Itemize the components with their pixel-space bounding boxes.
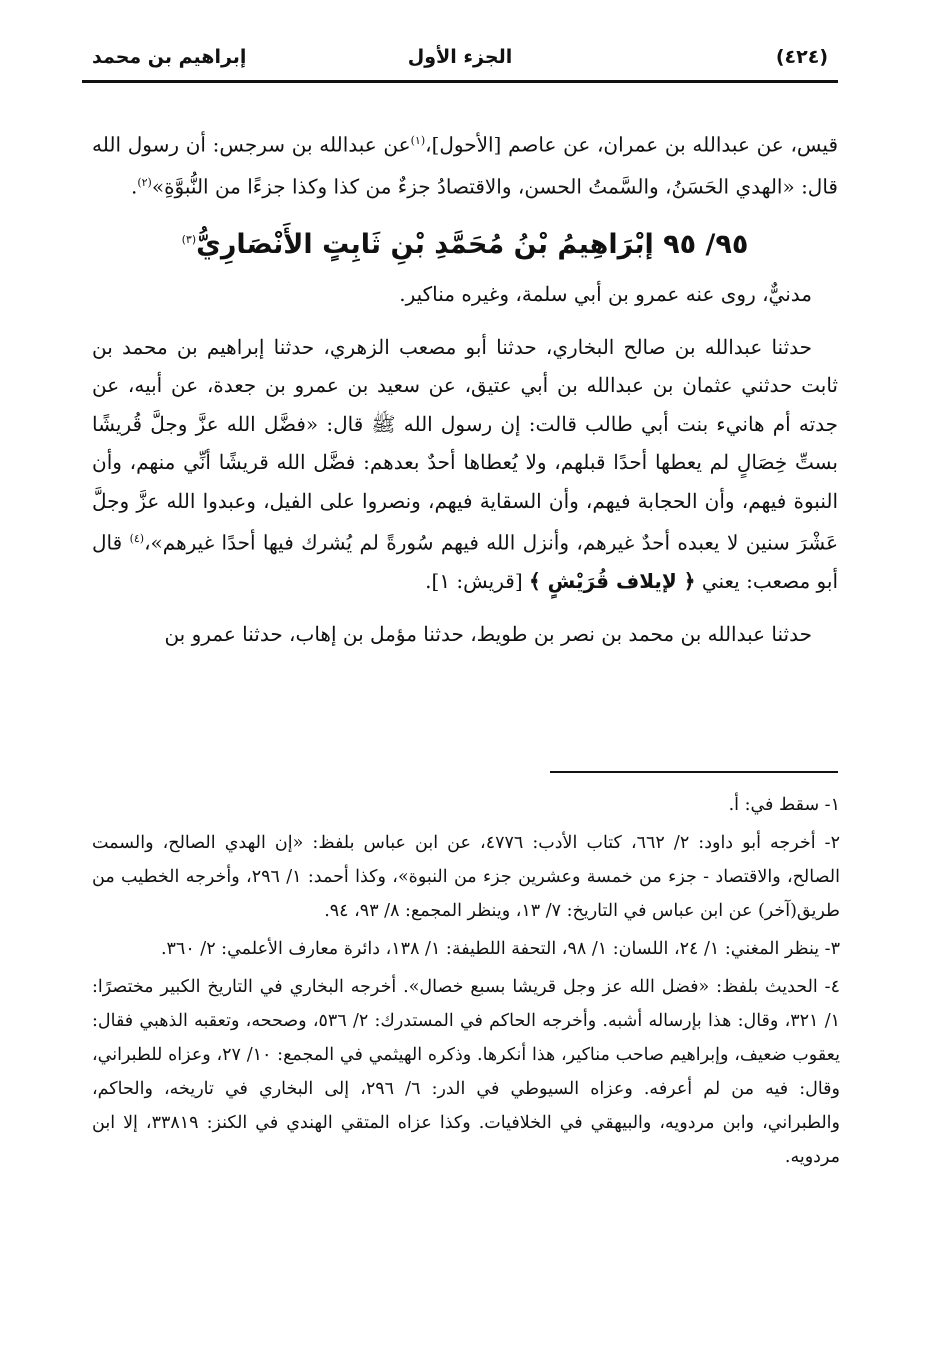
- volume-label: الجزء الأول: [407, 46, 513, 68]
- text-segment: قال أبو مصعب: يعني: [92, 530, 838, 594]
- entry-heading: [92, 218, 838, 267]
- footnote: [92, 932, 840, 966]
- footnotes: [92, 788, 840, 1178]
- footnote: [92, 826, 840, 928]
- footnote-ref: (٣): [181, 233, 197, 247]
- running-header: [82, 40, 838, 83]
- entry-intro: مدنيٌّ، روى عنه عمرو بن أبي سلمة، وغيره مناكير.: [399, 282, 812, 307]
- footnote-text: الحديث بلفظ: «فضل الله عز وجل قريشا بسبع خصال». أخرجه البخاري في التاريخ الكبير مختصرًا: ١/ ٣٢١، وقال: هذا بإرساله أشبه. وأخرجه الحاكم في المستدرك: ٢/ ٥٣٦، وصححه، وتعقبه الذهبي فقال: يعقوب ضعيف، وإبراهيم صاحب مناكير، هذا أنكرها. وذكره الهيثمي في المجمع: ١٠/ ٢٧، وعزاه للطبراني، وقال: فيه من لم أعرفه. وعزاه السيوطي في الدر: ٦/ ٢٩٦، إلى البخاري في تاريخه، والحاكم، والطبراني، وابن مردويه، والبيهقي في الخلافيات. وكذا عزاه المتقي الهندي في الكنز: ٣٣٨١٩، إلا ابن مردويه.: [92, 977, 841, 1167]
- footnote-text: سقط في: أ.: [728, 795, 820, 815]
- quran-citation: ﴿ لإيلاف قُرَيْشٍ ﴾: [529, 569, 696, 594]
- running-title: إبراهيم بن محمد: [92, 46, 247, 68]
- footnote-text: أخرجه أبو داود: ٢/ ٦٦٢، كتاب الأدب: ٤٧٧٦، عن ابن عباس بلفظ: «إن الهدي الصالح، والسمت الصالح، والاقتصاد - جزء من خمسة وعشرين جزء من النبوة»، وكذا أحمد: ١/ ٢٩٦، وأخرجه الخطيب من طريق(آخر) عن ابن عباس في التاريخ: ٧/ ١٣، وينظر المجمع: ٨/ ٩٣، ٩٤.: [92, 833, 840, 921]
- footnote: [92, 970, 840, 1174]
- footnote-number: ٤-: [817, 977, 840, 997]
- previous-entry-paragraph: [92, 122, 838, 206]
- footnote-ref: (١): [410, 134, 426, 147]
- footnote-number: ٢-: [815, 833, 840, 853]
- quran-reference: [قريش: ١].: [425, 569, 529, 594]
- entry-heading-text: ٩٥/ ٩٥ إبْرَاهِيمُ بْنُ مُحَمَّدِ بْنِ ثَابِتٍ الأَنْصَارِيُّ: [196, 229, 749, 261]
- text-segment: قيس، عن عبدالله بن عمران، عن عاصم [الأحول]،: [425, 132, 839, 157]
- text-segment: .: [130, 174, 138, 199]
- footnote-separator: [550, 771, 838, 773]
- isnad-paragraph: حدثنا عبدالله بن محمد بن نصر بن طويط، حدثنا مؤمل بن إهاب، حدثنا عمرو بن: [164, 621, 812, 646]
- hadith-paragraph: [92, 328, 838, 601]
- page-number: (٤٢٤): [775, 46, 828, 68]
- footnote-number: ٣-: [819, 939, 840, 959]
- footnote: [92, 788, 840, 822]
- main-text: [92, 122, 838, 653]
- text-segment: حدثنا عبدالله بن صالح البخاري، حدثنا أبو مصعب الزهري، حدثنا إبراهيم بن محمد بن ثابت حدثني عثمان بن عبدالله بن أبي عتيق، عن سعيد بن عمرو بن جعدة، عن أبيه، عن جدته أم هانيء بنت أبي طالب قالت: إن رسول الله ﷺ قال: «فضَّل الله عزَّ وجلَّ قُريشًا بستِّ خِصَالٍ لم يعطها أحدًا قبلهم، ولا يُعطاها أحدٌ بعدهم: فضَّل الله قريشًا أنِّي منهم، وأن النبوة فيهم، وأن الحجابة فيهم، وأن السقاية فيهم، ونصروا على الفيل، وعبدوا الله عزَّ وجلَّ عَشْرَ سنين لا يعبده أحدٌ غيرهم، وأنزل الله فيهم سُورةً لم يُشرك فيها أحدًا غيرهم»،: [92, 334, 838, 555]
- footnote-text: ينظر المغني: ١/ ٢٤، اللسان: ١/ ٩٨، التحفة اللطيفة: ١/ ١٣٨، دائرة معارف الأعلمي: ٢/ ٣٦٠.: [160, 939, 820, 959]
- footnote-ref: (٤): [129, 532, 145, 546]
- footnote-number: ١-: [819, 795, 840, 815]
- footnote-ref: (٢): [137, 176, 152, 190]
- text-segment: عن عبدالله بن سرجس: أن رسول الله قال: «الهدي الحَسَنُ، والسَّمتُ الحسن، والاقتصادُ جزءٌ من كذا وكذا جزءًا من النُّبوَّةِ»: [92, 132, 838, 199]
